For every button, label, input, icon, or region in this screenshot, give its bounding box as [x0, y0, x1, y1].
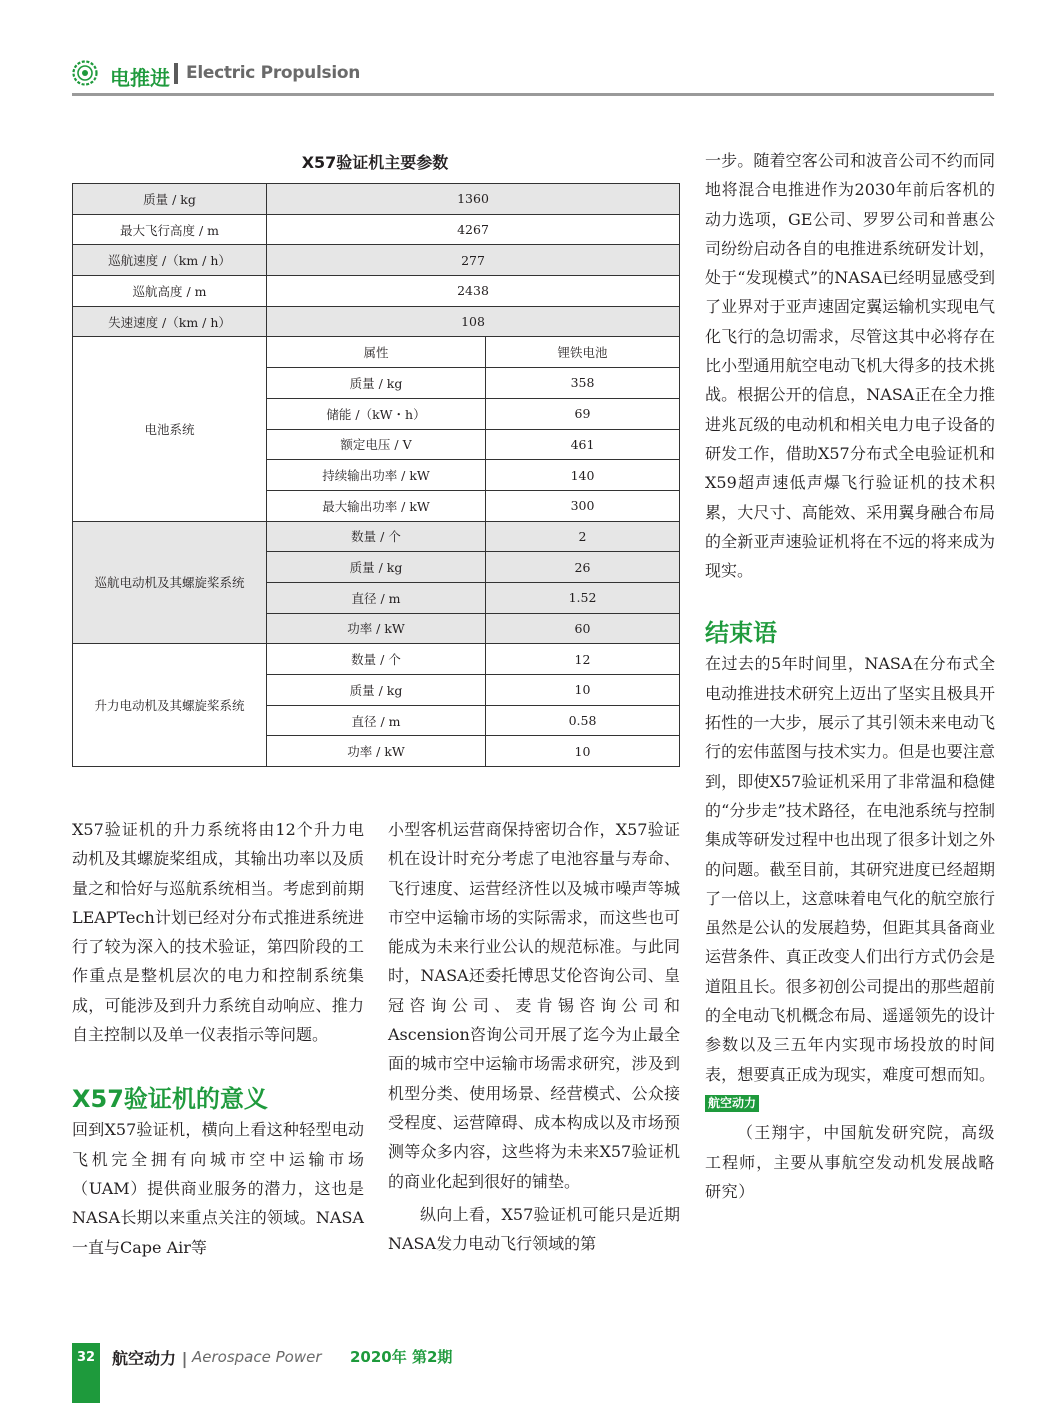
table-cell-value: 1.52 — [486, 582, 680, 613]
issue-number: 2020年 第2期 — [350, 1348, 453, 1366]
table-cell-value: 140 — [486, 460, 680, 491]
page-number: 32 — [76, 1350, 96, 1365]
body-paragraph: 小型客机运营商保持密切合作，X57验证机在设计时充分考虑了电池容量与寿命、飞行速度、运营经济性以及城市噪声等城市空中运输市场的实际需求，而这些也可能成为未来行业公认的规范标准。与此同时，NASA还委托博思艾伦咨询公司、皇冠咨询公司、麦肯锡咨询公司和Ascension咨询公司开展了迄今为止最全面的城市空中运输市场需求研究，涉及到机型分类、使用场景、经营模式、公众接受程度、运营障碍、成本构成以及市场预测等众多内容，这些将为未来X57验证机的商业化起到很好的铺垫。 — [388, 820, 680, 1191]
table-row — [73, 184, 680, 215]
propulsion-logo-icon — [72, 60, 98, 86]
table-cell-value: 2438 — [267, 276, 680, 307]
table-cell-label: 储能 /（kW・h） — [267, 398, 486, 429]
header-rule — [72, 93, 994, 96]
table-row — [73, 521, 680, 552]
table-subheader-value: 锂铁电池 — [486, 337, 680, 368]
body-paragraph: 一步。随着空客公司和波音公司不约而同地将混合电推进作为2030年前后客机的动力选项，GE公司、罗罗公司和普惠公司纷纷启动各自的电推进系统研发计划，处于“发现模式”的NASA已经明显感受到了业界对于亚声速固定翼运输机实现电气化飞行的急切需求，尽管这其中必将存在比小型通用航空电动飞机大得多的技术挑战。根据公开的信息，NASA正在全力推进兆瓦级的电动机和相关电力电子设备的研发工作，借助X57分布式全电验证机和X59超声速低声爆飞行验证机的技术积累，大尺寸、高能效、采用翼身融合布局的全新亚声速验证机将在不远的将来成为现实。 — [705, 151, 995, 581]
section-heading-significance: X57验证机的意义 — [72, 1085, 268, 1114]
table-group-battery: 电池系统 — [73, 337, 267, 521]
table-cell-value: 26 — [486, 552, 680, 583]
table-cell-label: 巡航速度 /（km / h） — [73, 245, 267, 276]
table-row — [73, 644, 680, 675]
table-cell-label: 最大飞行高度 / m — [73, 214, 267, 245]
text-column-1 — [72, 815, 364, 1262]
table-row — [73, 306, 680, 337]
header-divider — [174, 63, 178, 84]
table-cell-value: 108 — [267, 306, 680, 337]
table-cell-label: 功率 / kW — [267, 613, 486, 644]
table-cell-value: 461 — [486, 429, 680, 460]
table-cell-label: 直径 / m — [267, 705, 486, 736]
magazine-name-en: Aerospace Power — [192, 1348, 322, 1366]
table-cell-label: 额定电压 / V — [267, 429, 486, 460]
table-cell-label: 质量 / kg — [267, 675, 486, 706]
table-cell-label: 质量 / kg — [267, 552, 486, 583]
table-cell-label: 功率 / kW — [267, 736, 486, 767]
text-column-3 — [705, 146, 995, 1206]
table-cell-value: 358 — [486, 368, 680, 399]
text-column-2 — [388, 815, 680, 1258]
table-cell-value: 1360 — [267, 184, 680, 215]
end-mark-logo: 航空动力 — [705, 1095, 759, 1112]
table-cell-value: 12 — [486, 644, 680, 675]
table-row — [73, 276, 680, 307]
table-cell-value: 4267 — [267, 214, 680, 245]
table-row — [73, 245, 680, 276]
section-title-en: Electric Propulsion — [186, 63, 361, 83]
table-cell-label: 质量 / kg — [267, 368, 486, 399]
page-header — [72, 58, 994, 98]
section-title-cn: 电推进 — [110, 66, 170, 90]
table-group-cruise-motor: 巡航电动机及其螺旋桨系统 — [73, 521, 267, 644]
table-cell-value: 277 — [267, 245, 680, 276]
table-cell-value: 10 — [486, 736, 680, 767]
table-cell-label: 数量 / 个 — [267, 644, 486, 675]
table-cell-label: 质量 / kg — [73, 184, 267, 215]
author-note: （王翔宇，中国航发研究院，高级工程师，主要从事航空发动机发展战略研究） — [705, 1123, 995, 1201]
table-group-lift-motor: 升力电动机及其螺旋桨系统 — [73, 644, 267, 767]
table-row — [73, 337, 680, 368]
section-heading-conclusion: 结束语 — [705, 619, 777, 648]
table-cell-value: 69 — [486, 398, 680, 429]
magazine-name-cn: 航空动力 | — [112, 1349, 188, 1368]
table-cell-label: 直径 / m — [267, 582, 486, 613]
table-cell-value: 0.58 — [486, 705, 680, 736]
table-cell-value: 10 — [486, 675, 680, 706]
table-subheader-attr: 属性 — [267, 337, 486, 368]
body-paragraph — [705, 649, 995, 1118]
table-cell-value: 2 — [486, 521, 680, 552]
table-cell-label: 巡航高度 / m — [73, 276, 267, 307]
body-paragraph: X57验证机的升力系统将由12个升力电动机及其螺旋桨组成，其输出功率以及质量之和恰好与巡航系统相当。考虑到前期LEAPTech计划已经对分布式推进系统进行了较为深入的技术验证，第四阶段的工作重点是整机层次的电力和控制系统集成，可能涉及到升力系统自动响应、推力自主控制以及单一仪表指示等问题。 — [72, 820, 364, 1045]
table-cell-value: 60 — [486, 613, 680, 644]
table-cell-label: 失速速度 /（km / h） — [73, 306, 267, 337]
table-cell-label: 数量 / 个 — [267, 521, 486, 552]
body-paragraph: 回到X57验证机，横向上看这种轻型电动飞机完全拥有向城市空中运输市场（UAM）提供商业服务的潜力，这也是NASA长期以来重点关注的领域。NASA一直与Cape Air等 — [72, 1120, 364, 1257]
parameters-table — [72, 183, 680, 767]
table-cell-value: 300 — [486, 490, 680, 521]
table-title: X57验证机主要参数 — [301, 153, 449, 172]
table-cell-label: 最大输出功率 / kW — [267, 490, 486, 521]
table-cell-label: 持续输出功率 / kW — [267, 460, 486, 491]
body-paragraph: 纵向上看，X57验证机可能只是近期NASA发力电动飞行领域的第 — [388, 1204, 680, 1254]
table-row — [73, 214, 680, 245]
conclusion-text: 在过去的5年时间里，NASA在分布式全电动推进技术研究上迈出了坚实且极具开拓性的一大步，展示了其引领未来电动飞行的宏伟蓝图与技术实力。但是也要注意到，即使X57验证机采用了非常温和稳健的“分步走”技术路径，在电池系统与控制集成等研发过程中也出现了很多计划之外的问题。截至目前，其研究进度已经超期了一倍以上，这意味着电气化的航空旅行虽然是公认的发展趋势，但距其具备商业运营条件、真正改变人们出行方式仍会是道阻且长。很多初创公司提出的那些超前的全电动飞机概念布局、遥遥领先的设计参数以及三五年内实现市场投放的时间表，想要真正成为现实，难度可想而知。 — [705, 654, 995, 1084]
